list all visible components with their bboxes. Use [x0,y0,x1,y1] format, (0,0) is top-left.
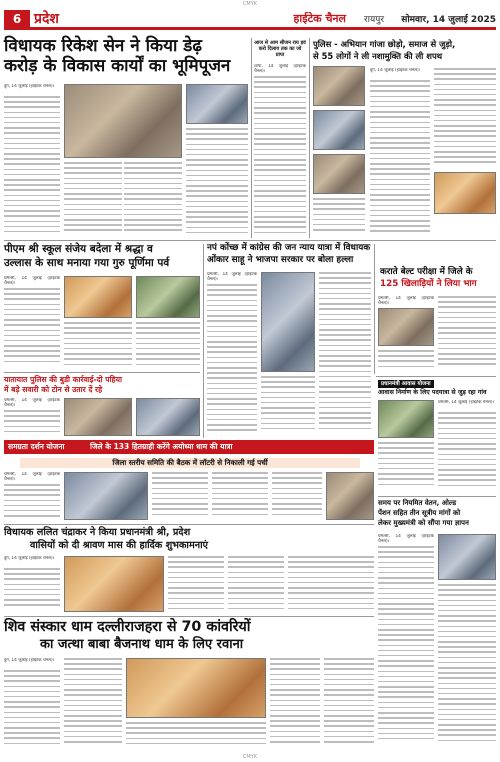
pm-awas-headline: आवास निर्माण के लिए पदयात्रा से जुड़ रहा गांव [378,389,487,396]
paper-city: रायपुर [363,15,384,25]
police-photo-2 [313,110,365,150]
pm-school-photo-2 [136,276,200,318]
traffic-headline-line-2: में बड़े सवारी को टोन से उतार दें रहे [4,385,103,394]
masthead [4,8,496,30]
congress-headline-line-2: ओंकार साहू ने भाजपा सरकार पर बोला हल्ला [207,255,354,265]
samagra-tag: समग्रता दर्शन योजना [8,442,65,451]
lalit-body-col-4 [288,556,374,612]
pm-school-body-col-1 [4,288,60,368]
column-rule [203,244,204,438]
police-photo-3 [313,154,365,194]
shiv-body-col-1 [4,670,60,750]
traffic-photo-1 [64,398,132,436]
police-body-col-1 [370,80,430,236]
samagra-body-col-4 [272,472,322,520]
teaser-headline: आज से आम सीजन राय इवं करो दिलाय तक का जो प्राप्त [254,40,306,58]
pm-school-body-col-3 [136,322,200,368]
lalit-headline-line-2: वासियों को दी श्रावण मास की हार्दिक शुभकामनाएं [30,540,208,551]
congress-body-col-2 [261,376,315,434]
lead-headline-line-1: विधायक रिकेश सेन ने किया डेढ़ [4,36,202,56]
pm-school-body-col-2 [64,322,132,368]
lead-body-col-1 [4,96,60,236]
teaser-dateline: चांपा, 14 जुलाई (हाईटेक चैनल)। [254,64,306,75]
shiv-body-col-5 [324,658,374,750]
print-registration-mark-top: CMYK [242,1,258,7]
police-photo-4 [434,172,496,214]
column-rule [374,244,375,374]
shiv-subhead: का जत्था बाबा बैजनाथ धाम के लिए रवाना [40,637,244,652]
column-rule [251,38,252,238]
congress-body-col-3 [319,272,371,434]
section-divider [4,240,496,241]
lead-body-col-2 [64,162,122,236]
traffic-photo-2 [136,398,200,436]
shiv-headline: शिव संस्कार धाम दल्लीराजहरा से 70 कांवरियों [4,619,251,635]
samay-headline-line-1: समय पर नियमित वेतन, ओल्ड [378,499,457,507]
section-divider [378,496,496,497]
lalit-body-col-3 [228,556,284,612]
pm-awas-body [438,412,496,492]
samagra-photo-2 [326,472,374,520]
lalit-body-col-2 [168,556,224,612]
shiv-dateline: दुर्ग, 14 जुलाई (हाईटेक चैनल)। [4,658,55,663]
karate-dateline: धमतरी, 14 जुलाई (हाईटेक चैनल)। [378,296,434,307]
samagra-photo-1 [64,472,148,520]
samay-body-col-1 [378,546,434,746]
pm-awas-photo [378,400,434,438]
column-rule [309,38,310,238]
police-body-col-2 [434,68,496,168]
lalit-body-col-1 [4,568,60,612]
police-body-col-3 [313,198,365,236]
lead-body-col-4 [186,128,248,236]
karate-body-col-1 [438,296,496,372]
lalit-headline-line-1: विधायक ललित चंद्राकर ने किया प्रधानमंत्री श्री, प्रदेश [4,527,191,538]
police-photo-1 [313,66,365,106]
lead-headline-line-2: करोड़ के विकास कार्यों का भूमिपूजन [4,56,231,76]
karate-headline-line-1: कराते बेल्ट परीक्षा में जिले के [380,267,473,277]
samagra-headline: जिले के 133 हितग्राही करेंगे अयोध्या धाम की यात्रा [90,442,233,451]
paper-name: हाईटेक चैनल [293,12,346,25]
police-headline-line-1: पुलिस - अभियान गांजा छोड़ो, समाज से जुड़ो, [313,39,456,49]
karate-body-col-2 [378,350,434,372]
pm-awas-dateline: धमतरी, 14 जुलाई (हाईटेक चैनल)। [438,400,495,405]
section-divider [4,372,200,373]
congress-dateline: धमतरी, 14 जुलाई (हाईटेक चैनल)। [207,272,257,283]
lead-photo-2 [186,84,248,124]
police-dateline: दुर्ग, 14 जुलाई (हाईटेक चैनल)। [370,68,421,73]
samay-body-col-2 [438,584,496,746]
samay-dateline: धमतरी, 14 जुलाई (हाईटेक चैनल)। [378,534,434,545]
lalit-dateline: दुर्ग, 14 जुलाई (हाईटेक चैनल)। [4,556,55,561]
congress-headline-line-1: नपं कोंच्छ में कांग्रेस की जन न्याय यात्रा में विधायक [207,243,371,253]
samay-headline-line-3: लेकर मुख्यमंत्री को सौंपा गया ज्ञापन [378,519,469,527]
pm-school-headline-line-1: पीएम श्री स्कूल संजेय बदेला में श्रद्धा व [4,243,153,255]
section-title: प्रदेश [34,11,59,27]
samagra-body-col-3 [212,472,268,520]
karate-photo-1 [378,308,434,346]
samagra-dateline: धमतरी, 14 जुलाई (हाईटेक चैनल)। [4,472,60,483]
pm-school-headline-line-2: उल्लास के साथ मनाया गया गुरु पूर्णिमा पर्व [4,257,170,269]
section-divider [4,616,374,617]
pm-awas-body-2 [378,442,434,492]
traffic-headline-line-1: यातायात पुलिस की बुडी कार्रवाई-दो पहिया [4,375,122,384]
pm-school-photo-1 [64,276,132,318]
page-number: 6 [4,10,30,28]
congress-body-col-1 [207,284,257,434]
lead-photo-1 [64,84,182,158]
samay-photo [438,534,496,580]
traffic-body [4,410,60,436]
karate-headline-line-2: 125 खिलाड़ियों ने लिया भाग [380,279,477,289]
shiv-body-col-2 [64,658,122,750]
print-registration-mark-bottom: CMYK [242,754,258,760]
section-divider [4,524,374,525]
samagra-subhead: जिला स्तरीय समिति की बैठक में लॉटरी से निकाली गई पर्ची [20,458,360,468]
traffic-dateline: धमतरी, 14 जुलाई (हाईटेक चैनल)। [4,398,60,409]
police-headline-line-2: से 55 लोगों ने ली नशामुक्ति की ली शपथ [313,51,443,61]
congress-photo-1 [261,272,315,372]
shiv-body-col-4 [270,658,320,750]
samagra-body-col-2 [152,472,208,520]
issue-date: सोमवार, 14 जुलाई 2025 [401,15,496,25]
pm-awas-tag: प्रधानमंत्री आवास योजना [378,380,434,388]
pm-school-dateline: धमतरी, 14 जुलाई (हाईटेक चैनल)। [4,276,60,287]
section-divider [376,376,496,377]
lalit-photo-1 [64,556,164,612]
shiv-photo-1 [126,658,266,718]
teaser-body [254,76,306,236]
lead-body-col-3 [124,162,182,236]
samagra-banner [4,440,374,454]
shiv-body-col-3 [126,722,266,750]
lead-dateline: दुर्ग, 14 जुलाई (हाईटेक चैनल)। [4,84,55,89]
samay-headline-line-2: पेंशन सहित तीन सूत्रीय मांगों को [378,509,461,517]
samagra-body-col-1 [4,484,60,520]
